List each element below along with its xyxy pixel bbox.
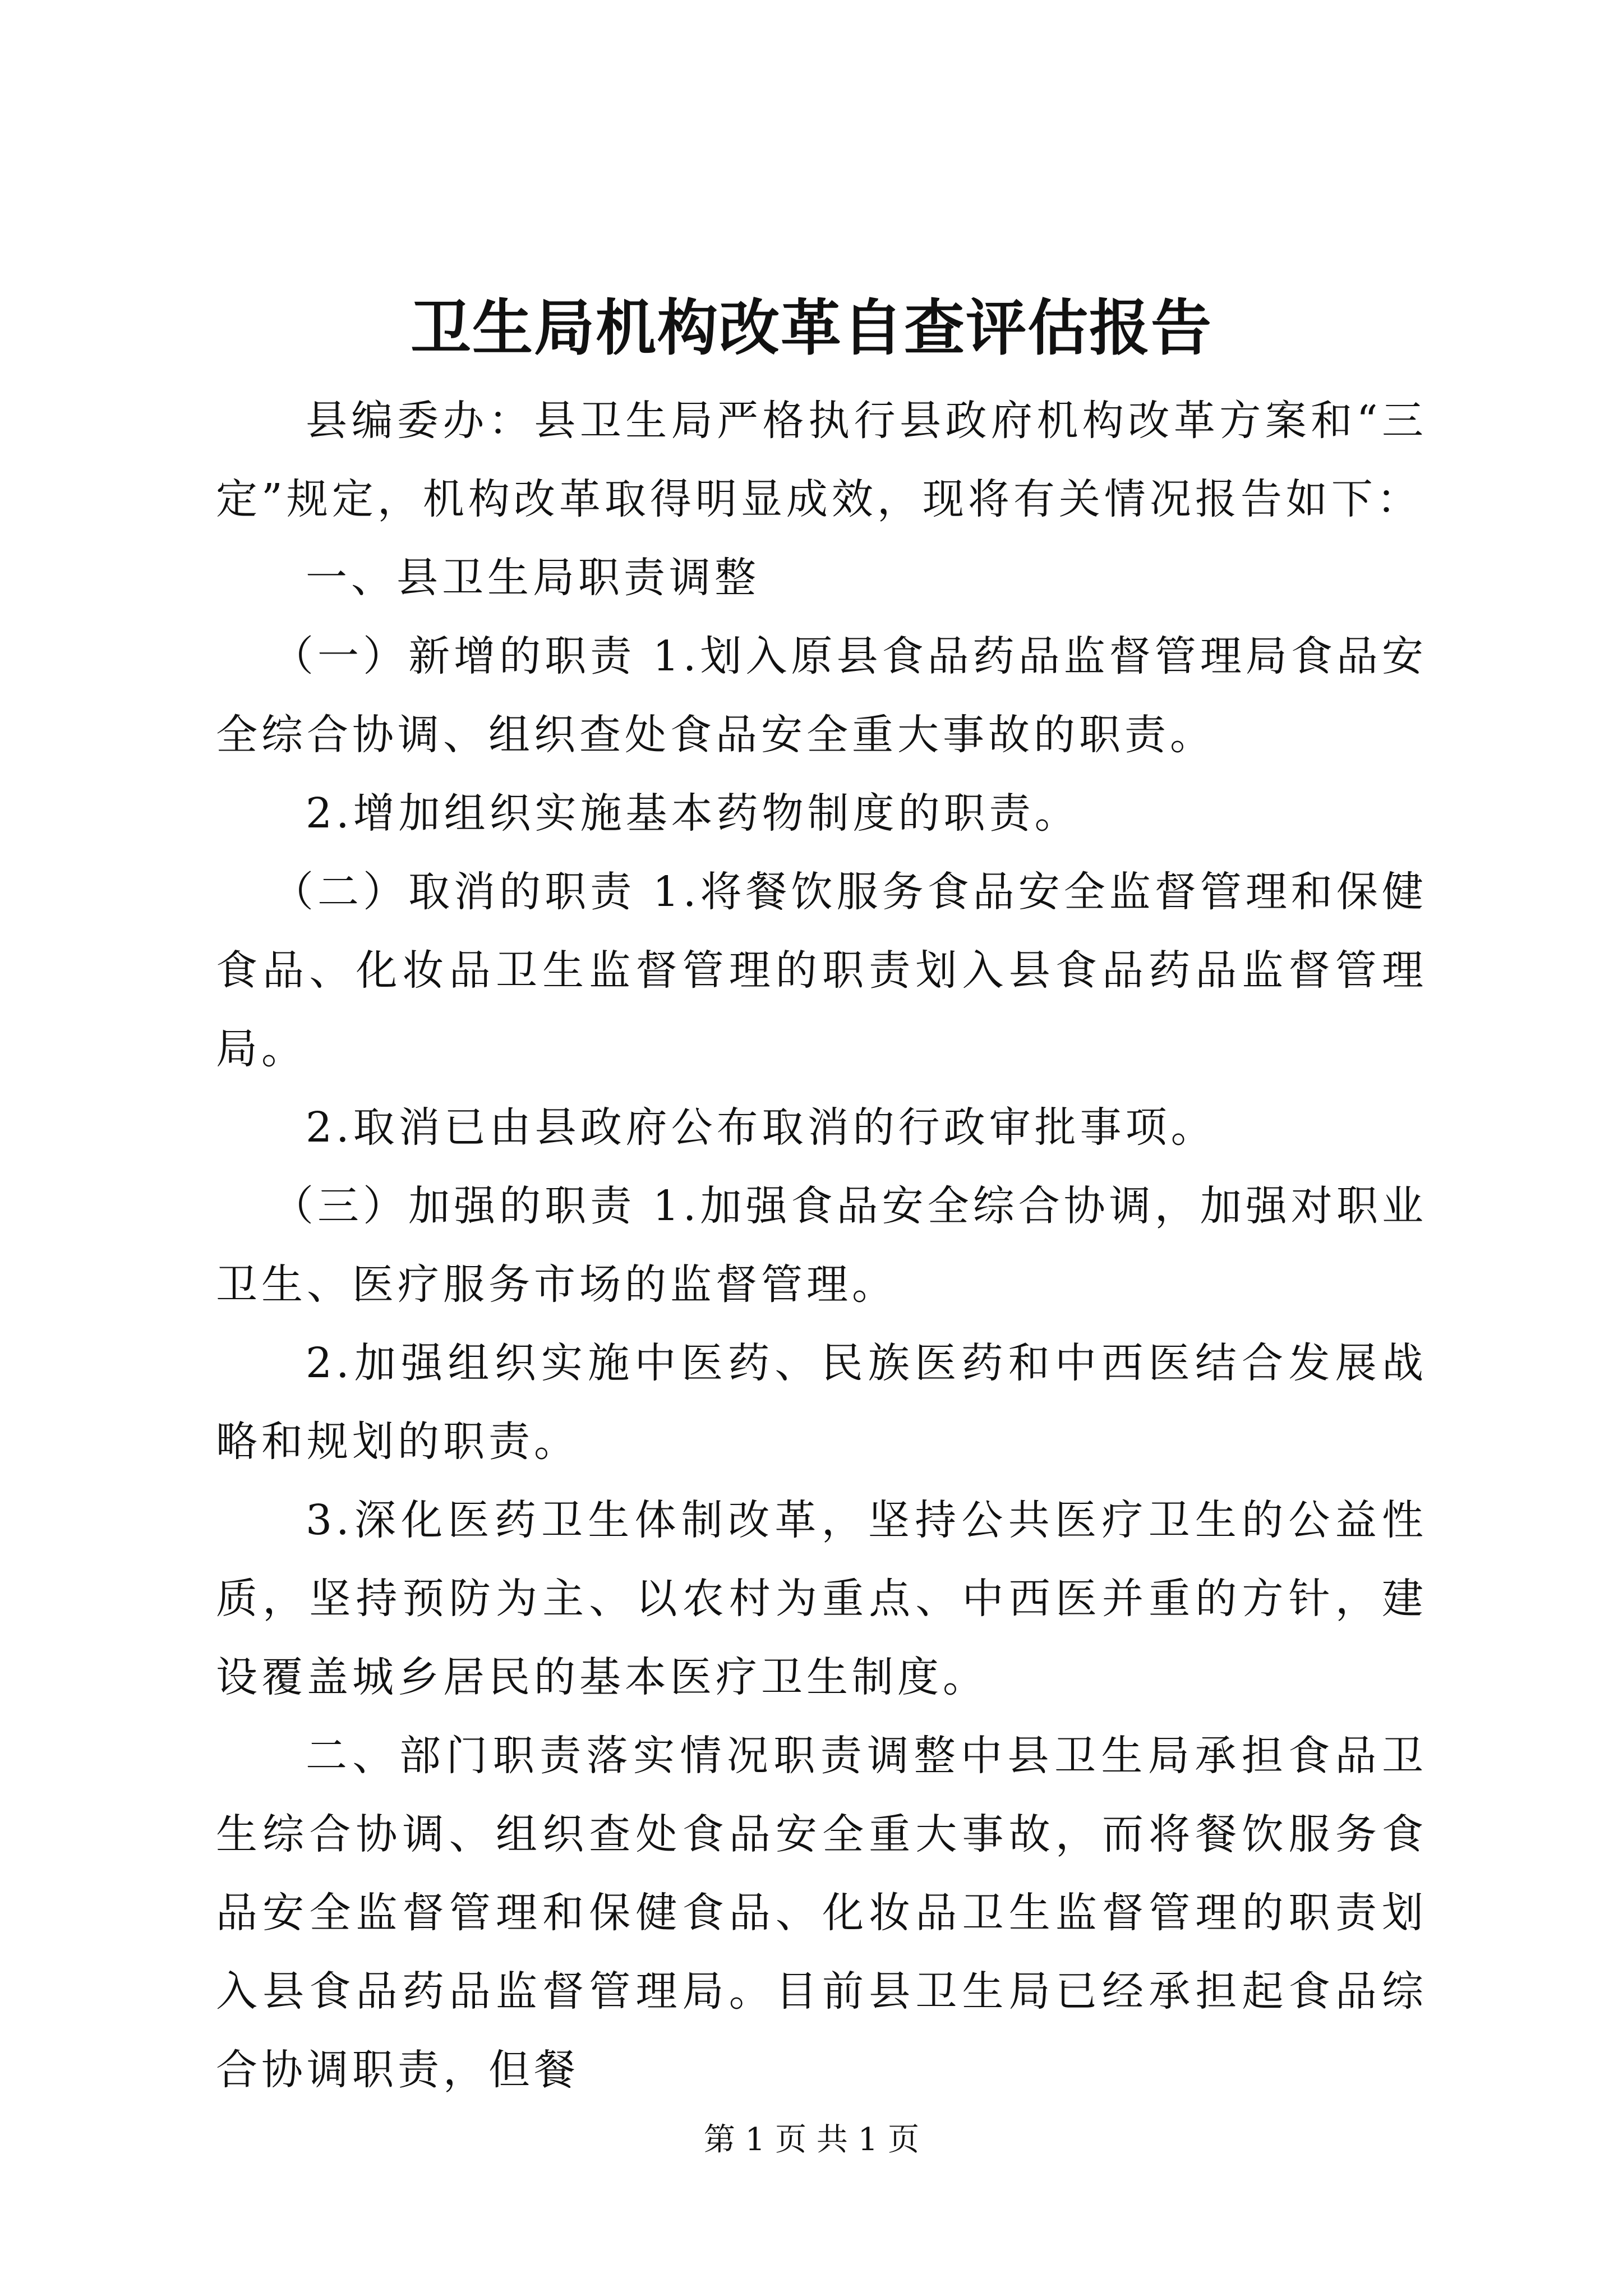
paragraph-cancelled-duties-2: 2.取消已由县政府公布取消的行政审批事项。	[306, 1103, 1216, 1152]
paragraph-new-duties: （一）新增的职责 1.划入原县食品药品监督管理局食品安全综合协调、组织查处食品安全重大事故的职责。	[216, 632, 1427, 759]
document-body	[216, 381, 1427, 2109]
page-footer: 第 1 页 共 1 页	[703, 2122, 920, 2158]
paragraph-strengthened-duties-2: 2.加强组织实施中医药、民族医药和中西医结合发展战略和规划的职责。	[216, 1339, 1427, 1466]
paragraph-strengthened-duties: （三）加强的职责 1.加强食品安全综合协调，加强对职业卫生、医疗服务市场的监督管理。	[216, 1182, 1427, 1309]
document-title: 卫生局机构改革自查评估报告	[410, 293, 1212, 364]
paragraph-intro: 县编委办：县卫生局严格执行县政府机构改革方案和“三定”规定，机构改革取得明显成效，现将有关情况报告如下：	[216, 397, 1427, 523]
paragraph-section-2: 二、部门职责落实情况职责调整中县卫生局承担食品卫生综合协调、组织查处食品安全重大事故，而将餐饮服务食品安全监督管理和保健食品、化妆品卫生监督管理的职责划入县食品药品监督管理局。目前县卫生局已经承担起食品综合协调职责，但餐	[216, 1732, 1427, 2094]
paragraph-strengthened-duties-3: 3.深化医药卫生体制改革，坚持公共医疗卫生的公益性质，坚持预防为主、以农村为重点、中西医并重的方针，建设覆盖城乡居民的基本医疗卫生制度。	[216, 1496, 1427, 1701]
paragraph-section-1-heading: 一、县卫生局职责调整	[306, 554, 760, 602]
paragraph-new-duties-2: 2.增加组织实施基本药物制度的职责。	[306, 789, 1080, 838]
paragraph-cancelled-duties: （二）取消的职责 1.将餐饮服务食品安全监督管理和保健食品、化妆品卫生监督管理的职责划入县食品药品监督管理局。	[216, 868, 1427, 1073]
